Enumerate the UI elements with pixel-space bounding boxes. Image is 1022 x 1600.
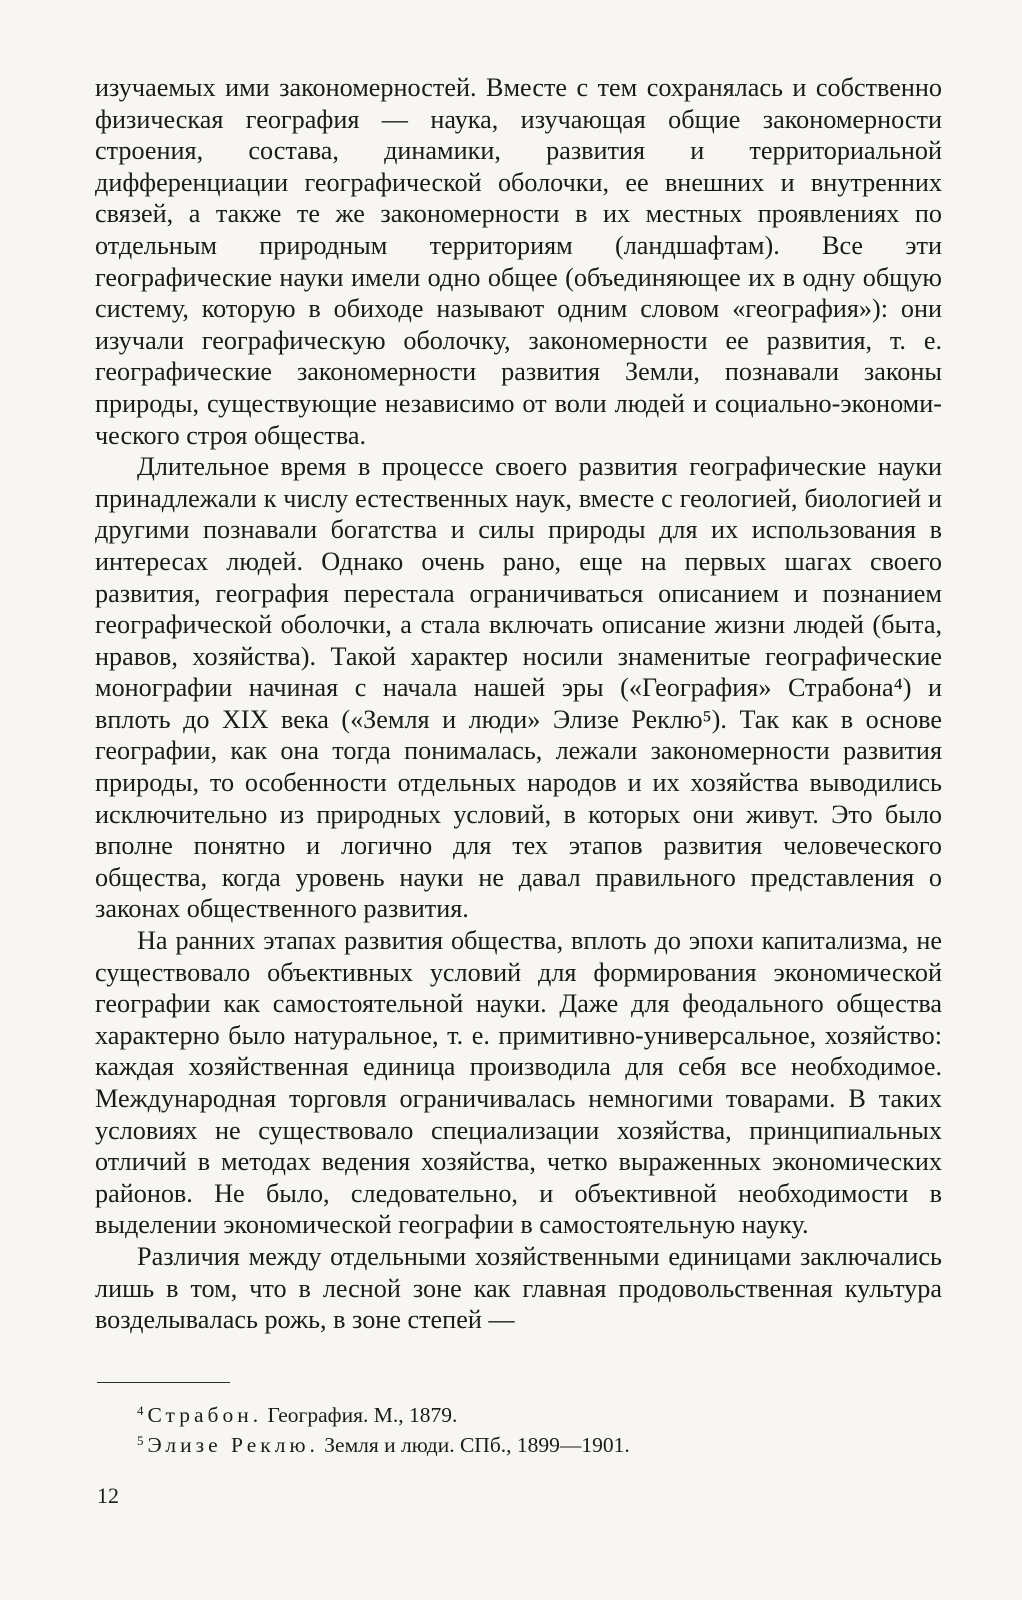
footnote-text: Земля и люди. СПб., 1899—1901. [324,1433,630,1457]
paragraph: На ранних этапах развития общества, вплоть до эпохи капитализма, не существовало объективных условий для формирования экономической географии как самостоятельной науки. Даже для феодального общества характерно было натуральное, т. е. примитивно-универсальное, хозяйство: каждая хозяйственная единица производила для себя все необходимое. Международная торговля ограничивалась немногими товарами. В таких условиях не существовало специализации хозяйства, принципиальных отличий в методах ведения хозяйства, четко выраженных экономических районов. Не было, следовательно, и объективной необходимости в выделении экономической географии в самостоятельную науку. [95,926,942,1240]
footnote-author: Элизе Реклю. [147,1433,319,1457]
footnote [137,1398,937,1428]
footnote-author: Страбон. [147,1403,263,1427]
main-text [95,72,942,1336]
footnote-number: 5 [137,1433,144,1448]
footnote-divider [97,1382,230,1383]
footnote-number: 4 [137,1403,144,1418]
paragraph: изучаемых ими закономерностей. Вместе с тем сохранялась и собственно физическая география — наука, изучающая общие закономерности строения, состава, динамики, развития и территориальной дифференциации географической оболочки, ее внешних и внутренних связей, а также те же закономерности в их местных проявлениях по отдельным природным территориям (ландшафтам). Все эти географические науки имели одно общее (объединяющее их в одну общую систему, которую в обиходе называют одним словом «география»): они изучали географическую оболочку, закономерности ее развития, т. е. географические закономерности развития Земли, познавали законы природы, существующие независимо от воли людей и социально-экономического строя общества. [95,73,942,450]
footnotes [137,1398,937,1458]
paragraph: Длительное время в процессе своего развития географические науки принадлежали к числу естественных наук, вместе с геологией, биологией и другими познавали богатства и силы природы для их использования в интересах людей. Однако очень рано, еще на первых шагах своего развития, география перестала ограничиваться описанием и познанием географической оболочки, а стала включать описание жизни людей (быта, нравов, хозяйства). Такой характер носили знаменитые географические монографии начиная с начала нашей эры («География» Страбона⁴) и вплоть до XIX века («Земля и люди» Элизе Реклю⁵). Так как в основе географии, как она тогда понималась, лежали закономерности развития природы, то особенности отдельных народов и их хозяйства выводились исключительно из природных условий, в которых они живут. Это было вполне понятно и логично для тех этапов развития человеческого общества, когда уровень науки не давал правильного представления о законах общественного развития. [95,452,942,924]
paragraph: Различия между отдельными хозяйственными единицами заключались лишь в том, что в лесной зоне как главная продовольственная культура возделывалась рожь, в зоне степей — [95,1241,942,1335]
page-number: 12 [97,1483,119,1508]
footnote [137,1428,937,1458]
footnote-text: География. М., 1879. [267,1403,458,1427]
